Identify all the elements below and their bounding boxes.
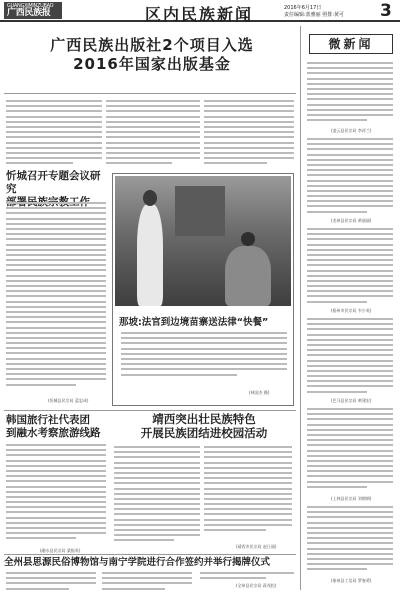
editor-credits: 责任编辑:蓝雅丽 照排:黄可 xyxy=(284,12,344,18)
masthead-pinyin: GUANGXIMINZUBAO xyxy=(7,3,54,9)
micro-news-5 xyxy=(307,408,393,494)
photo-caption-title: 那坡:法官到边境苗寨送法律“快餐” xyxy=(119,317,269,328)
story4-headline-line2: 开展民族团结进校园活动 xyxy=(140,426,268,440)
micro-news-1 xyxy=(307,62,393,126)
photo-caption-body xyxy=(121,332,287,384)
photo-figure-villager-head xyxy=(241,232,255,246)
micro-news-1-byline: (凌云县民宗局 李祥兰) xyxy=(331,128,372,133)
divider-1 xyxy=(4,410,296,411)
lead-headline-line2: 2016年国家出版基金 xyxy=(73,55,231,73)
lead-body-col1 xyxy=(6,100,102,168)
story5-body-col1 xyxy=(6,572,96,590)
micro-news-5-byline: (上林县民宗局 刘朝朗) xyxy=(331,496,372,501)
story5-body-col3 xyxy=(200,572,294,582)
lead-headline xyxy=(22,36,282,74)
story5-byline: (全州县民宗局 蒋茂松) xyxy=(236,583,277,588)
story3-body xyxy=(6,444,106,548)
story4-headline xyxy=(116,412,292,440)
issue-date: 2016年6月17日 xyxy=(284,5,322,11)
lead-headline-line1: 广西民族出版社2个项目入选 xyxy=(50,36,254,54)
masthead-logo xyxy=(4,2,62,19)
story2-body xyxy=(6,202,106,398)
photo-figure-head xyxy=(143,190,157,206)
photo-story xyxy=(112,173,294,406)
story4-body-col1 xyxy=(114,446,200,548)
photo-figure-judge xyxy=(137,204,163,306)
page-header xyxy=(0,0,400,22)
news-photo xyxy=(115,176,291,306)
divider-2 xyxy=(4,554,296,555)
story4-headline-line1: 靖西突出壮民族特色 xyxy=(152,412,256,426)
story3-headline xyxy=(6,414,110,440)
story5-headline: 全州县思源民俗博物馆与南宁学院进行合作签约并举行揭牌仪式 xyxy=(4,557,271,568)
micro-news-3-byline: (梧州市民宗局 韦少英) xyxy=(331,308,372,313)
page-number: 3 xyxy=(380,1,392,21)
photo-doorway xyxy=(175,186,225,236)
photo-figure-villagers xyxy=(225,246,271,306)
masthead-name: 广西民族报 xyxy=(7,8,51,18)
sidebar-title: 微新闻 xyxy=(309,34,393,54)
story3-headline-line2: 到融水考察旅游线路 xyxy=(6,427,101,439)
section-title: 区内民族新闻 xyxy=(145,5,254,24)
story4-body-col2 xyxy=(204,446,292,542)
micro-news-4-byline: (巴马县民宗局 黄建宏) xyxy=(331,398,372,403)
micro-news-3 xyxy=(307,228,393,306)
main-column xyxy=(4,26,296,590)
story2-byline: (忻城县民宗局 蓝忠成) xyxy=(48,398,89,403)
sidebar-micro-news xyxy=(300,26,396,590)
story4-byline: (靖西市民宗局 赵日丽) xyxy=(236,544,277,549)
story3-headline-line1: 韩国旅行社代表团 xyxy=(6,414,90,426)
micro-news-2 xyxy=(307,138,393,216)
photo-byline: (林国杰 摄) xyxy=(249,390,270,395)
micro-news-6 xyxy=(307,506,393,576)
story5-body-col2 xyxy=(102,572,192,590)
micro-news-2-byline: (龙州县民宗局 黄丽丽) xyxy=(331,218,372,223)
story3-byline: (融水县民宗局 梁振英) xyxy=(40,548,81,553)
lead-body-col3 xyxy=(204,100,294,168)
lead-body-col2 xyxy=(106,100,200,168)
lead-headline-block xyxy=(4,26,296,94)
story2-headline-line1: 忻城召开专题会议研究 xyxy=(6,170,101,195)
micro-news-4 xyxy=(307,318,393,396)
micro-news-6-byline: (象州县工信局 罗春勇) xyxy=(331,578,372,583)
